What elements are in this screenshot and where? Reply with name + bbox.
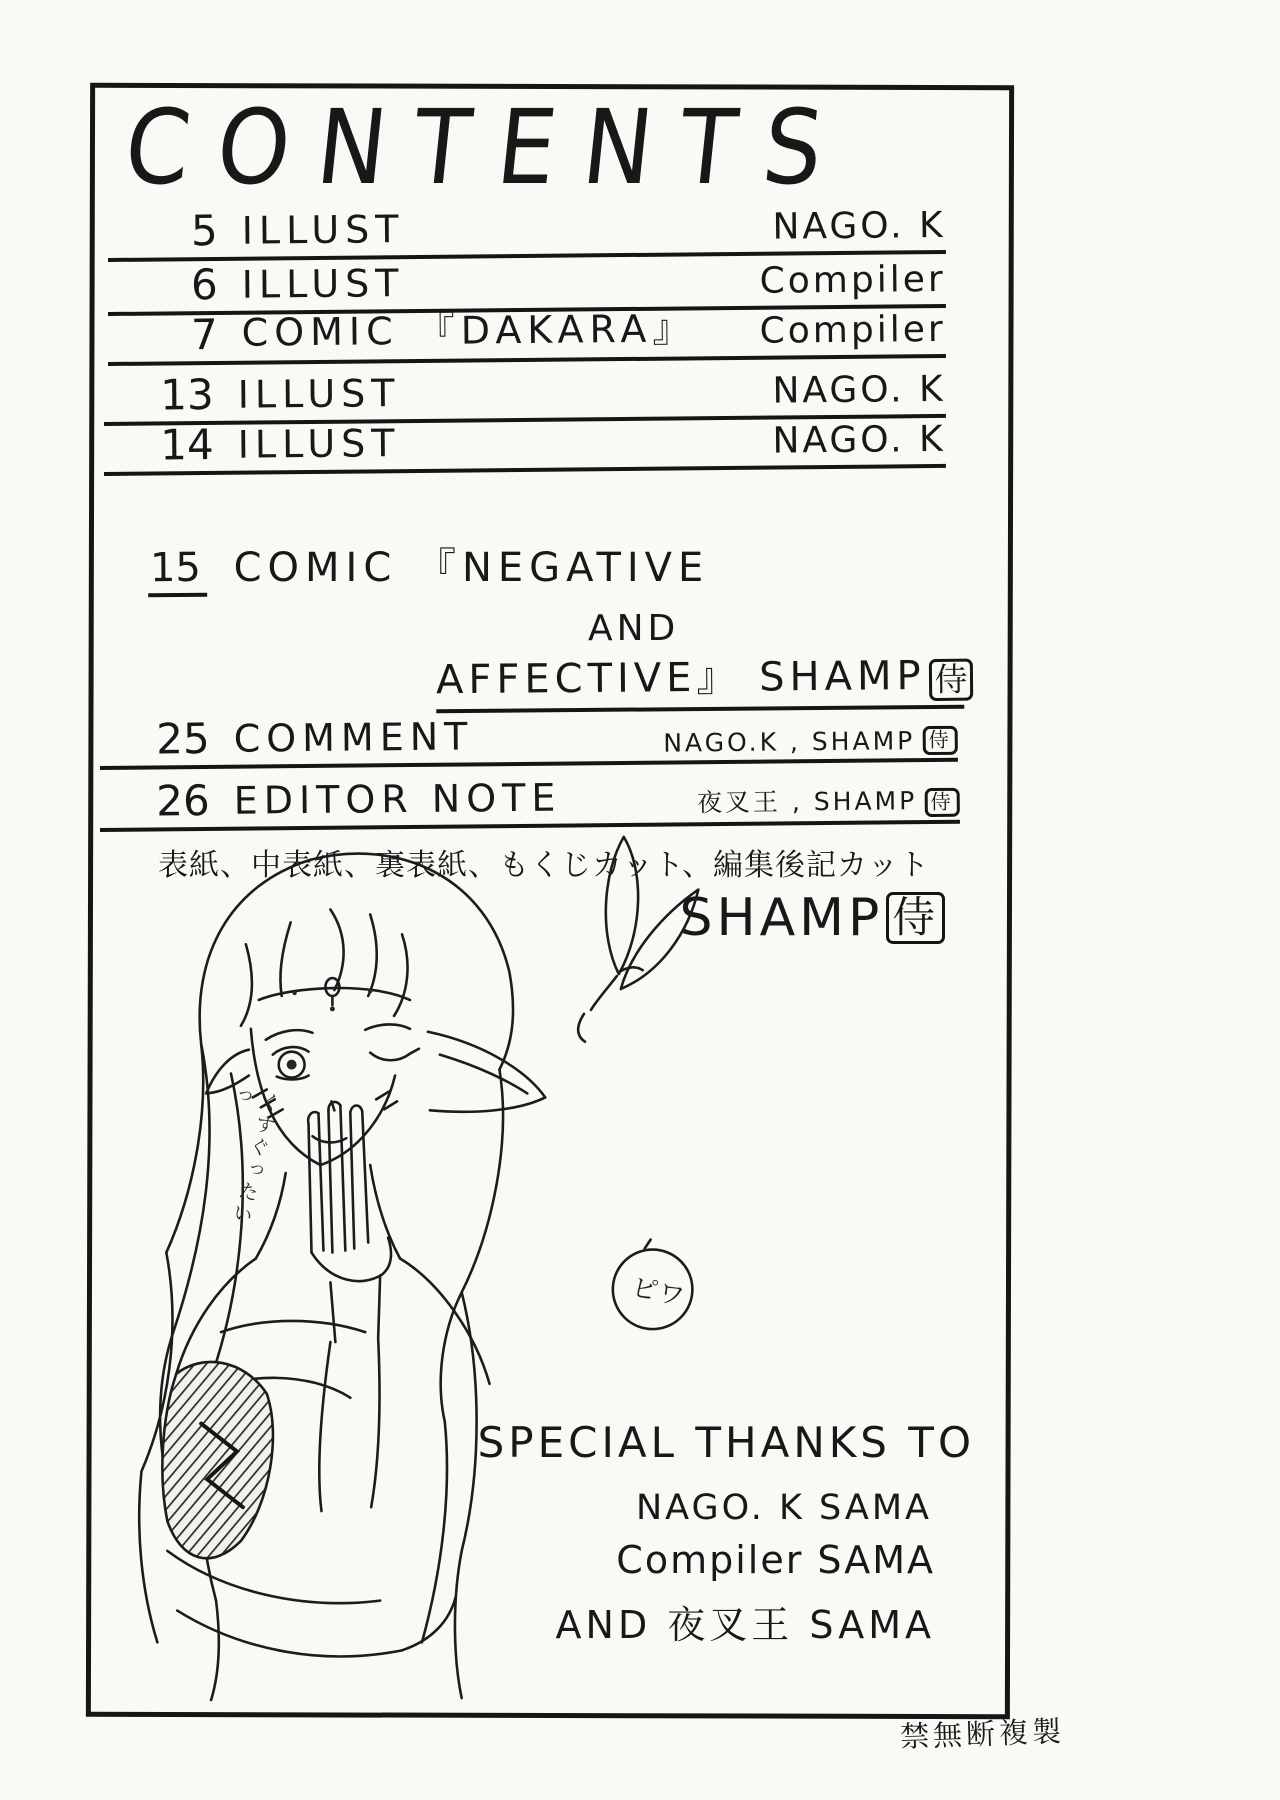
- shamp-boxed-kanji: 侍: [928, 659, 973, 701]
- toc-page-number: 15: [148, 545, 207, 598]
- toc-entry-title: ILLUST: [241, 207, 405, 253]
- toc-entry-credit: NAGO. K: [772, 418, 946, 462]
- signature-stamp-text: ピワ: [628, 1272, 689, 1314]
- special-thanks-name: Compiler SAMA: [616, 1538, 935, 1582]
- toc-page-number: 6: [190, 259, 218, 310]
- special-thanks-heading: SPECIAL THANKS TO: [477, 1418, 975, 1467]
- toc-entry-title-continued: AFFECTIVE』 SHAMP: [435, 653, 926, 704]
- toc-entry-title: COMIC 『DAKARA』: [241, 306, 697, 355]
- toc-row-15-line1: [148, 536, 709, 597]
- page-title: CONTENTS: [119, 88, 857, 208]
- toc-page-number: 14: [160, 419, 214, 470]
- special-thanks-name: AND 夜叉王 SAMA: [555, 1603, 935, 1647]
- toc-entry-title: EDITOR NOTE: [233, 775, 562, 823]
- shamp-boxed-kanji: 侍: [924, 788, 960, 817]
- toc-entry-credit: Compiler: [759, 308, 946, 352]
- tickle-handwritten-note: くすぐったいっ: [226, 1081, 284, 1229]
- butterfly-drawing: [578, 837, 698, 1042]
- toc-page-number: 25: [156, 713, 210, 764]
- hand-drawing: [308, 1102, 391, 1511]
- shamp-boxed-kanji: 侍: [922, 726, 958, 755]
- toc-entry-credit: Compiler: [759, 258, 946, 302]
- toc-entry-credit: [697, 781, 960, 823]
- toc-page-number: 26: [156, 775, 210, 826]
- toc-entry-title: COMMENT: [233, 714, 474, 761]
- toc-entry-credit: NAGO. K: [772, 204, 946, 248]
- copyright-notice: 禁無断複製: [899, 1714, 1066, 1754]
- toc-row: [103, 406, 946, 476]
- toc-row: [107, 298, 946, 366]
- toc-row-15-line2: AND: [588, 608, 680, 649]
- toc-entry-title: ILLUST: [241, 261, 405, 307]
- covers-credit-line: 表紙、中表紙、裏表紙、もくじカット、編集後記カット: [158, 848, 930, 883]
- toc-entry-title: ILLUST: [237, 371, 401, 417]
- toc-credit-text: 夜叉王 , SHAMP: [696, 786, 918, 818]
- toc-entry-title: COMIC 『NEGATIVE: [233, 545, 710, 591]
- special-thanks-name: NAGO. K SAMA: [635, 1488, 932, 1528]
- toc-page-number: 5: [190, 205, 218, 256]
- toc-page-number: 13: [160, 369, 214, 420]
- toc-entry-title: ILLUST: [237, 421, 401, 467]
- shamp-boxed-kanji: 侍: [886, 892, 945, 945]
- toc-entry-credit: NAGO. K: [772, 368, 946, 412]
- covers-credit-text: SHAMP: [679, 888, 884, 948]
- toc-credit-text: NAGO.K , SHAMP: [663, 726, 916, 758]
- toc-page-number: 7: [190, 309, 218, 360]
